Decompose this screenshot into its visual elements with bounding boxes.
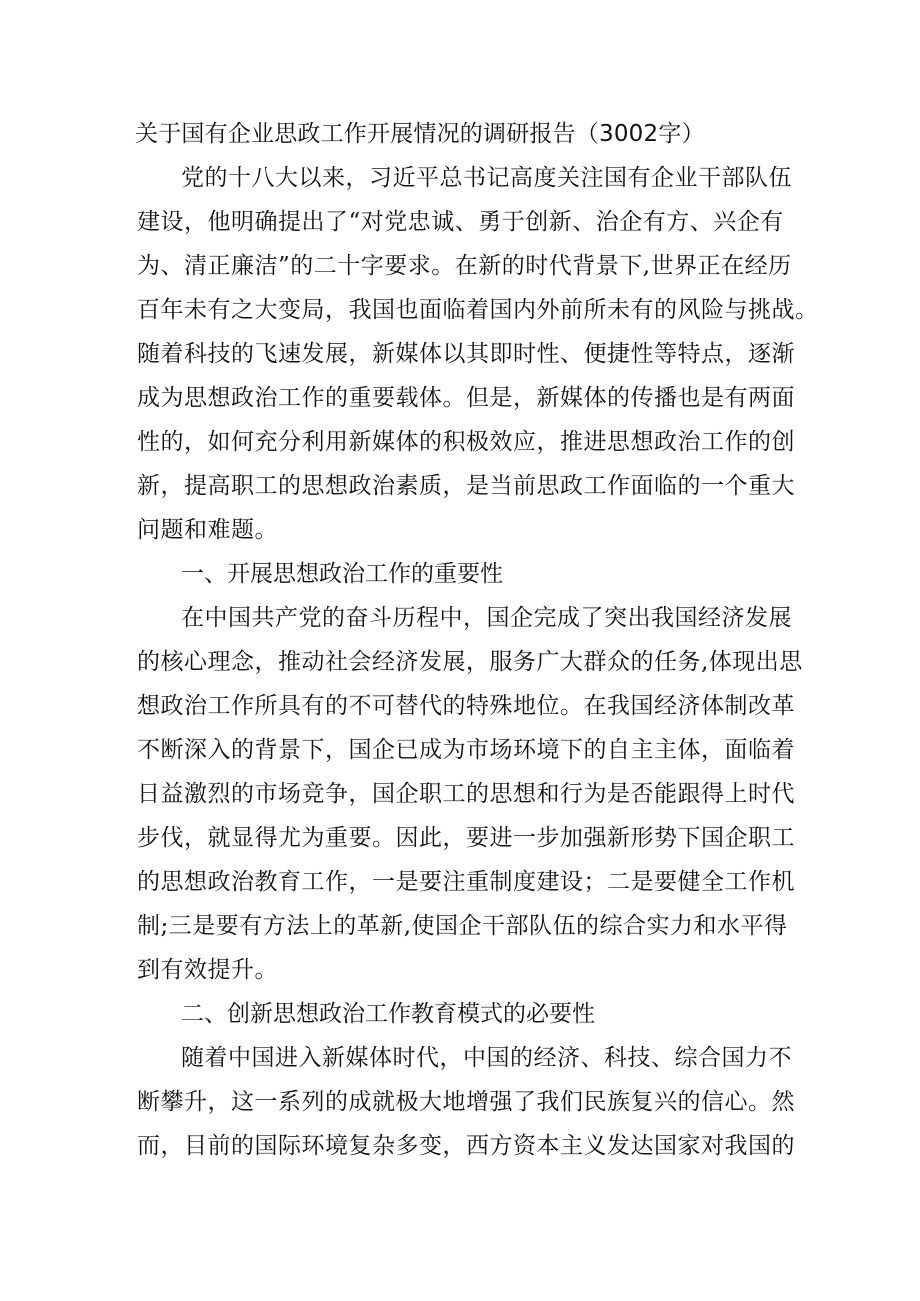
- section-heading-2: 二、创新思想政治工作教育模式的必要性: [181, 1001, 595, 1027]
- paragraph-1-line-1: 党的十八大以来，习近平总书记高度关注国有企业干部队伍: [181, 165, 792, 191]
- paragraph-1-line-9: 问题和难题。: [137, 517, 278, 543]
- paragraph-1-line-8: 新，提高职工的思想政治素质，是当前思政工作面临的一个重大: [137, 473, 795, 499]
- paragraph-2-line-3: 想政治工作所具有的不可替代的特殊地位。在我国经济体制改革: [137, 693, 795, 719]
- paragraph-3-line-1: 随着中国进入新媒体时代，中国的经济、科技、综合国力不: [181, 1045, 792, 1071]
- paragraph-3-line-3: 而，目前的国际环境复杂多变，西方资本主义发达国家对我国的: [137, 1133, 795, 1159]
- paragraph-2-line-4: 不断深入的背景下，国企已成为市场环境下的自主主体，面临着: [137, 737, 795, 763]
- paragraph-2-line-9: 到有效提升。: [137, 957, 278, 983]
- paragraph-2-line-1: 在中国共产党的奋斗历程中，国企完成了突出我国经济发展: [181, 605, 792, 631]
- paragraph-1-line-3: 为、清正廉洁”的二十字要求。在新的时代背景下,世界正在经历: [137, 253, 792, 279]
- paragraph-2-line-6: 步伐，就显得尤为重要。因此，要进一步加强新形势下国企职工: [137, 825, 795, 851]
- paragraph-2-line-7: 的思想政治教育工作，一是要注重制度建设；二是要健全工作机: [137, 869, 795, 895]
- document-title: 关于国有企业思政工作开展情况的调研报告（3002字）: [135, 121, 705, 147]
- section-heading-1: 一、开展思想政治工作的重要性: [181, 561, 503, 587]
- paragraph-2-line-8: 制;三是要有方法上的革新,使国企干部队伍的综合实力和水平得: [137, 913, 788, 939]
- paragraph-1-line-4: 百年未有之大变局，我国也面临着国内外前所未有的风险与挑战。: [137, 297, 819, 323]
- paragraph-3-line-2: 断攀升，这一系列的成就极大地增强了我们民族复兴的信心。然: [137, 1089, 795, 1115]
- paragraph-1-line-7: 性的，如何充分利用新媒体的积极效应，推进思想政治工作的创: [137, 429, 795, 455]
- paragraph-2-line-2: 的核心理念，推动社会经济发展，服务广大群众的任务,体现出思: [137, 649, 803, 675]
- paragraph-1-line-2: 建设，他明确提出了“对党忠诚、勇于创新、治企有方、兴企有: [137, 209, 784, 235]
- paragraph-1-line-5: 随着科技的飞速发展，新媒体以其即时性、便捷性等特点，逐渐: [137, 341, 795, 367]
- paragraph-1-line-6: 成为思想政治工作的重要载体。但是，新媒体的传播也是有两面: [137, 385, 795, 411]
- paragraph-2-line-5: 日益激烈的市场竞争，国企职工的思想和行为是否能跟得上时代: [137, 781, 795, 807]
